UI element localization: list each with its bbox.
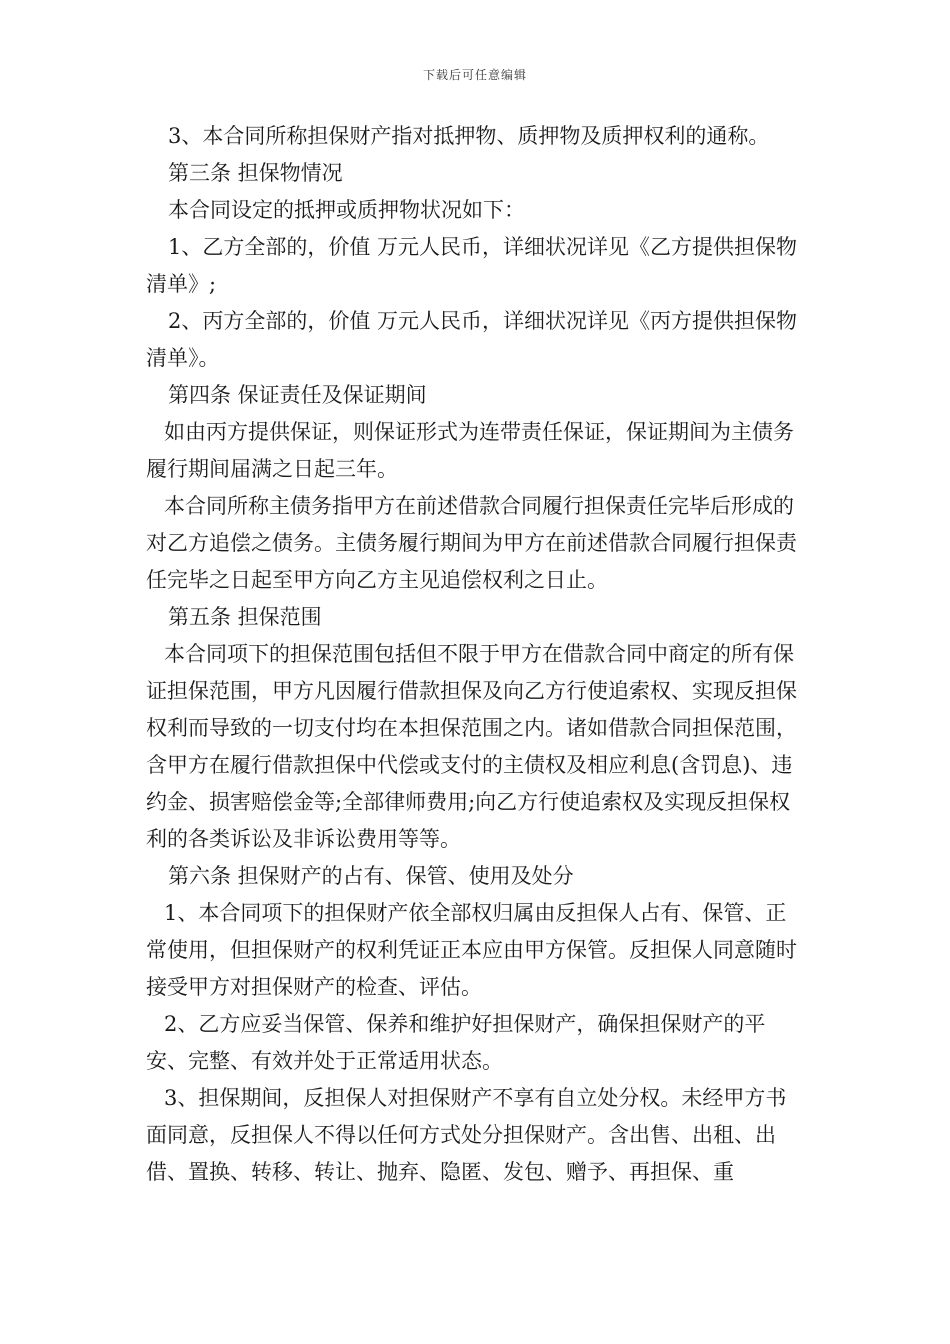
- heading-article-4: 第四条 保证责任及保证期间: [168, 383, 427, 407]
- heading-article-5: 第五条 担保范围: [168, 605, 322, 629]
- paragraph-guarantee-scope: 本合同项下的担保范围包括但不限于甲方在借款合同中商定的所有保证担保范围，甲方凡因履行借款担保及向乙方行使追索权、实现反担保权利而导致的一切支付均在本担保范围之内。诸如借款合同担保范围，含甲方在履行借款担保中代偿或支付的主债权及相应利息(含罚息)、违约金、损害赔偿金等;全部律师费用;向乙方行使追索权及实现反担保权利的各类诉讼及非诉讼费用等等。: [146, 642, 797, 851]
- page-header: 下载后可任意编辑: [422, 68, 527, 82]
- paragraph-possession-2: 2、乙方应妥当保管、保养和维护好担保财产，确保担保财产的平安、完整、有效并处于正常适用状态。: [146, 1012, 766, 1073]
- paragraph-main-debt: 本合同所称主债务指甲方在前述借款合同履行担保责任完毕后形成的对乙方追偿之债务。主债务履行期间为甲方在前述借款合同履行担保责任完毕之日起至甲方向乙方主见追偿权利之日止。: [146, 494, 797, 592]
- paragraph-possession-1: 1、本合同项下的担保财产依全部权归属由反担保人占有、保管、正常使用，但担保财产的权利凭证正本应由甲方保管。反担保人同意随时接受甲方对担保财产的检查、评估。: [146, 901, 797, 999]
- document-body: [146, 118, 806, 1191]
- paragraph-collateral-intro: 本合同设定的抵押或质押物状况如下：: [168, 198, 525, 222]
- paragraph-collateral-party-b: 1、乙方全部的，价值 万元人民币，详细状况详见《乙方提供担保物清单》;: [146, 235, 798, 296]
- heading-article-6: 第六条 担保财产的占有、保管、使用及处分: [168, 864, 574, 888]
- paragraph-possession-3: 3、担保期间，反担保人对担保财产不享有自立处分权。未经甲方书面同意，反担保人不得以任何方式处分担保财产。含出售、出租、出借、置换、转移、转让、抛弃、隐匿、发包、赠予、再担保、重: [146, 1086, 787, 1184]
- paragraph-collateral-party-c: 2、丙方全部的，价值 万元人民币，详细状况详见《丙方提供担保物清单》。: [146, 309, 798, 370]
- paragraph-clause-3-definition: 3、本合同所称担保财产指对抵押物、质押物及质押权利的通称。: [168, 124, 770, 148]
- paragraph-guarantee-period: 如由丙方提供保证，则保证形式为连带责任保证，保证期间为主债务履行期间届满之日起三年。: [146, 420, 794, 481]
- heading-article-3: 第三条 担保物情况: [168, 161, 343, 185]
